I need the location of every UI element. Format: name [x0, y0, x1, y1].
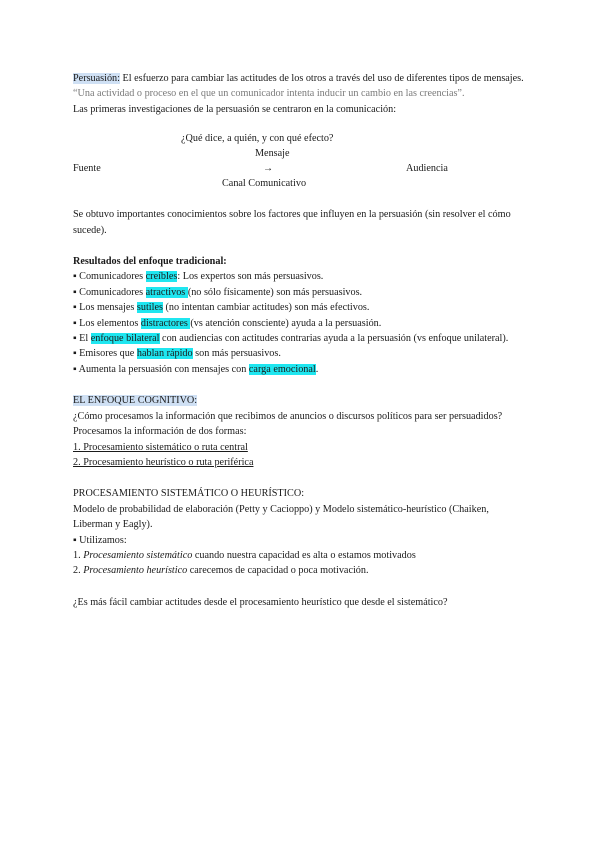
highlighted-term: atractivos: [145, 286, 188, 298]
use-rest: carecemos de capacidad o poca motivación.: [187, 565, 369, 577]
traditional-result-item: [73, 316, 528, 331]
arrow-icon: →: [263, 163, 274, 175]
item-text: ▪ Comunicadores: [73, 271, 146, 283]
highlighted-term: sutiles: [136, 302, 163, 314]
diagram-message: Mensaje: [255, 148, 290, 160]
item-text: son más persuasivos.: [192, 348, 281, 360]
traditional-result-item: [73, 269, 528, 284]
final-question: ¿Es más fácil cambiar actitudes desde el procesamiento heurístico que desde el sistemático?: [73, 596, 448, 608]
diagram-question: ¿Qué dice, a quién, y con qué efecto?: [181, 133, 334, 145]
traditional-result-item: [73, 300, 528, 315]
item-text: ▪ Los mensajes: [73, 302, 137, 314]
definition-text: El esfuerzo para cambiar las actitudes de los otros a través del uso de diferentes tipos de mensajes.: [119, 73, 524, 84]
item-text: : Los expertos son más persuasivos.: [177, 271, 324, 283]
traditional-result-item: [73, 362, 528, 377]
form-item-systematic: 1. Procesamiento sistemático o ruta central: [73, 441, 248, 453]
cognitive-heading-text: EL ENFOQUE COGNITIVO:: [73, 395, 198, 407]
highlighted-term: enfoque bilateral: [90, 333, 160, 345]
early-research-text: Las primeras investigaciones de la persuasión se centraron en la comunicación:: [73, 103, 397, 115]
use-item-systematic: [73, 548, 528, 563]
use-rest: cuando nuestra capacidad es alta o estamos motivados: [192, 549, 416, 561]
document-body: [73, 71, 528, 610]
item-text: ▪ El: [73, 333, 91, 345]
use-num: 2.: [73, 565, 84, 577]
forms-intro: Procesamos la información de dos formas:: [73, 426, 247, 438]
highlighted-term: hablan rápido: [136, 348, 193, 360]
findings-text: Se obtuvo importantes conocimientos sobre los factores que influyen en la persuasión (sin resolver el cómo sucede).: [73, 209, 511, 236]
form-item-heuristic: 2. Procesamiento heurístico o ruta periférica: [73, 456, 254, 468]
processing-heading: PROCESAMIENTO SISTEMÁTICO O HEURÍSTICO:: [73, 488, 305, 500]
use-term: Procesamiento heurístico: [83, 565, 188, 577]
use-item-heuristic: [73, 563, 528, 578]
cognitive-heading: [73, 393, 528, 408]
cognitive-question: ¿Cómo procesamos la información que recibimos de anuncios o discursos políticos para ser persuadidos?: [73, 410, 503, 422]
traditional-result-item: [73, 331, 528, 346]
item-text: (no intentan cambiar actitudes) son más efectivos.: [162, 302, 370, 314]
highlighted-term: creíbles: [145, 271, 178, 283]
traditional-heading: Resultados del enfoque tradicional:: [73, 256, 227, 268]
item-text: con audiencias con actitudes contrarias ayuda a la persuasión (vs enfoque unilateral).: [159, 333, 509, 345]
item-text: (no sólo físicamente) son más persuasivos.: [187, 286, 363, 298]
highlighted-term: distractores: [140, 317, 191, 329]
item-text: (vs atención consciente) ayuda a la persuasión.: [190, 317, 382, 329]
item-text: ▪ Emisores que: [73, 348, 137, 360]
item-text: ▪ Los elementos: [73, 317, 141, 329]
use-num: 1.: [73, 549, 84, 561]
definition-quote: “Una actividad o proceso en el que un comunicador intenta inducir un cambio en las creencias”.: [73, 88, 465, 100]
diagram-channel: Canal Comunicativo: [222, 178, 307, 190]
highlighted-term: carga emocional: [248, 363, 316, 375]
use-intro: ▪ Utilizamos:: [73, 534, 127, 546]
item-text: ▪ Comunicadores: [73, 286, 146, 298]
item-text: .: [315, 363, 319, 375]
persuasion-term: Persuasión:: [73, 73, 120, 84]
use-term: Procesamiento sistemático: [83, 549, 193, 561]
traditional-results-list: [73, 269, 528, 377]
traditional-result-item: [73, 285, 528, 300]
models-text: Modelo de probabilidad de elaboración (Petty y Cacioppo) y Modelo sistemático-heurístico (Chaiken, Liberman y Eagly).: [73, 503, 489, 531]
diagram-audience: Audiencia: [406, 163, 448, 175]
diagram-source: Fuente: [73, 163, 101, 175]
communication-diagram: [73, 131, 528, 191]
persuasion-definition: [73, 71, 528, 102]
item-text: ▪ Aumenta la persuasión con mensajes con: [73, 363, 249, 375]
traditional-result-item: [73, 346, 528, 361]
